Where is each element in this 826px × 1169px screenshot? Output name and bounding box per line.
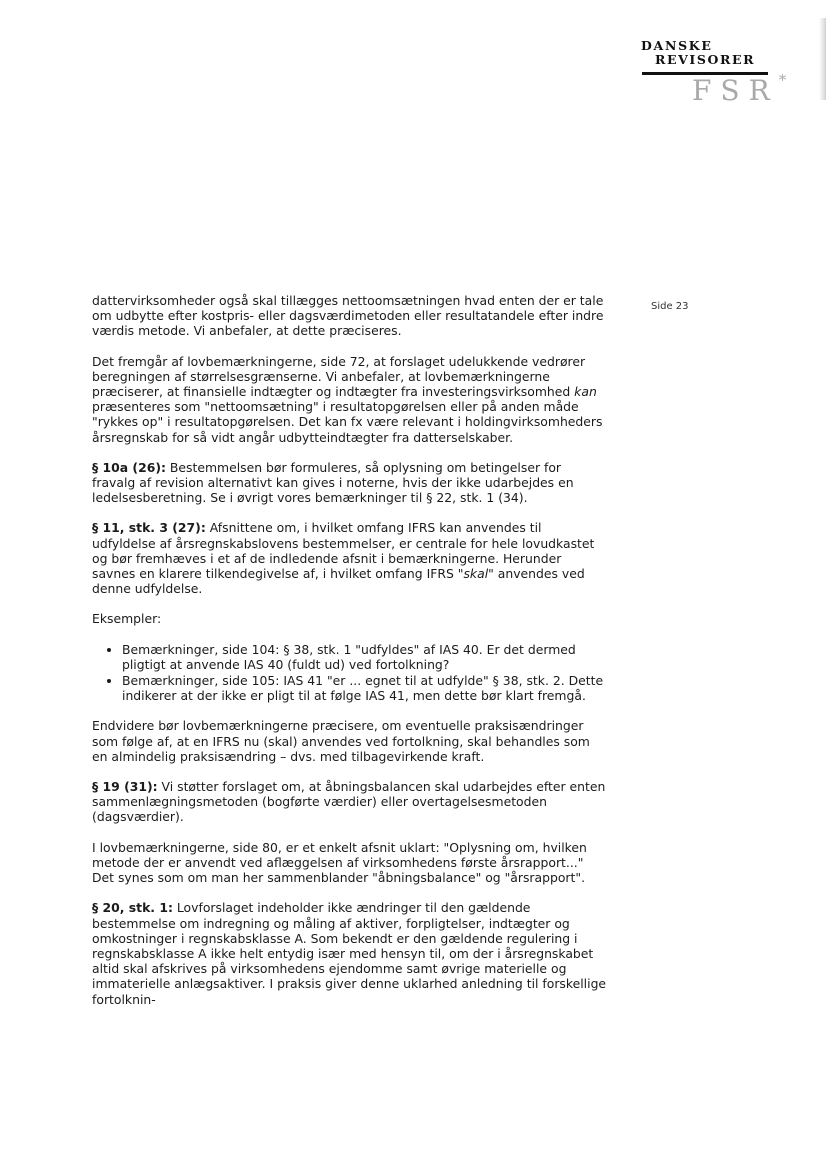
page-number: Side 23 — [651, 301, 689, 312]
logo-text-danske: DANSKE — [641, 38, 713, 53]
paragraph-section-11: § 11, stk. 3 (27): Afsnittene om, i hvilket omfang IFRS kan anvendes til udfyldelse af årsregnskabslovens bestemmelser, er centrale for hele lovudkastet og bør fremhæves i et af de indledende afsnit i bemærkningerne. Herunder savnes en klarere tilkendegivelse af, i hvilket omfang IFRS "skal" anvendes ved denne udfyldelse. — [92, 520, 595, 597]
logo-text-revisorer: REVISORER — [655, 52, 756, 67]
logo-mark — [692, 70, 787, 107]
paragraph-eksempler: Eksempler: — [92, 611, 162, 627]
logo-mark-letters: FSR — [692, 74, 779, 107]
scan-edge — [819, 18, 826, 100]
document-body — [92, 293, 608, 1022]
section-heading-20: § 20, stk. 1: — [92, 900, 173, 916]
emphasis-skal: "skal" — [457, 566, 494, 582]
emphasis-kan: kan — [574, 384, 597, 400]
paragraph-lovbemaerkninger-side-80: I lovbemærkningerne, side 80, er et enkelt afsnit uklart: "Oplysning om, hvilken metode der er anvendt ved aflæggelsen af virksomhedens første årsrapport..." Det synes som om man her sammenblander "åbningsbalance" og "årsrapport". — [92, 839, 587, 886]
section-heading-10a: § 10a (26): — [92, 459, 166, 475]
section-heading-11: § 11, stk. 3 (27): — [92, 520, 206, 536]
fsr-logo — [637, 38, 787, 108]
paragraph-section-10a: § 10a (26): Bestemmelsen bør formuleres, så oplysning om betingelser for fravalg af revision alternativt kan gives i noterne, hvis der ikke udarbejdes en ledelsesberetning. Se i øvrigt vores bemærkninger til § 22, stk. 1 (34). — [92, 459, 574, 506]
section-heading-19: § 19 (31): — [92, 779, 158, 795]
paragraph-lovbemaerkninger-side-72: Det fremgår af lovbemærkningerne, side 72, at forslaget udelukkende vedrører beregningen af størrelsesgrænserne. Vi anbefaler, at lovbemærkningerne præciserer, at finansielle indtægter og indtægter fra investeringsvirksomhed kan præsenteres som "nettoomsætning" i resultatopgørelsen eller på anden måde "rykkes op" i resultatopgørelsen. Det kan fx være relevant i holdingvirksomheders årsregnskab for så vidt angår udbytteindtægter fra datterselskaber. — [92, 353, 603, 445]
paragraph-praksisaendringer: Endvidere bør lovbemærkningerne præcisere, om eventuelle praksisændringer som følge af, at en IFRS nu (skal) anvendes ved fortolkning, skal behandles som en almindelig praksisændring – dvs. med tilbagevirkende kraft. — [92, 718, 590, 764]
paragraph-section-20: § 20, stk. 1: Lovforslaget indeholder ikke ændringer til den gældende bestemmelse om indregning og måling af aktiver, forpligtelser, indtægter og omkostninger i regnskabsklasse A. Som bekendt er den gældende regulering i regnskabsklasse A ikke helt entydig især med hensyn til, om der i årsregnskabet altid skal afskrives på virksomhedens ejendomme samt øvrige materielle og immaterielle anlægsaktiver. I praksis giver denne uklarhed anledning til forskellige fortolknin- — [92, 900, 607, 1007]
paragraph-nettoomsaetning-intro: dattervirksomheder også skal tillægges nettoomsætningen hvad enten der er tale om udbytte efter kostpris- eller dagsværdimetoden eller resultatandele efter indre værdis metode. Vi anbefaler, at dette præciseres. — [92, 293, 604, 339]
logo-star: * — [778, 70, 787, 89]
list-item: • Bemærkninger, side 104: § 38, stk. 1 "udfyldes" af IAS 40. Er det dermed pligtigt at anvende IAS 40 (fuldt ud) ved fortolkning? — [122, 642, 608, 672]
list-item: • Bemærkninger, side 105: IAS 41 "er ... egnet til at udfylde" § 38, stk. 2. Dette indikerer at der ikke er pligt til at følge IAS 41, men dette bør klart fremgå. — [122, 673, 608, 703]
examples-list — [92, 642, 608, 704]
paragraph-section-19: § 19 (31): Vi støtter forslaget om, at åbningsbalancen skal udarbejdes efter enten sammenlægningsmetoden (bogførte værdier) eller overtagelsesmetoden (dagsværdier). — [92, 779, 606, 825]
